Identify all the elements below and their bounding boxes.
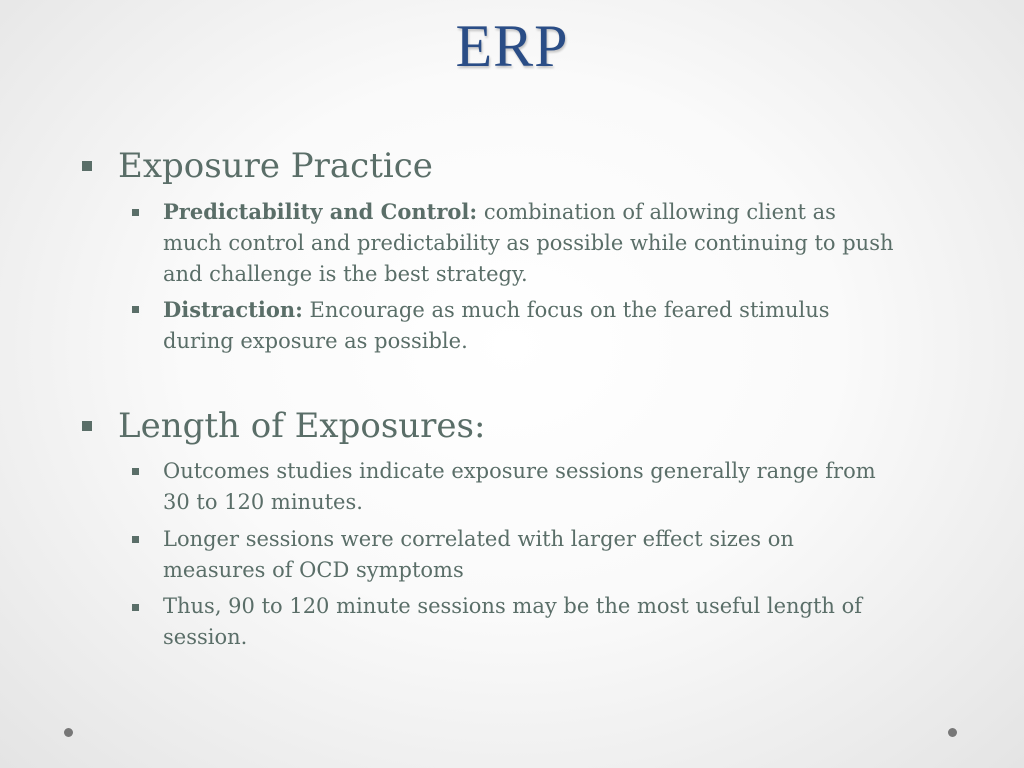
square-bullet-icon: [82, 161, 92, 171]
square-bullet-icon: [132, 209, 139, 216]
slide-title: ERP: [455, 13, 569, 79]
dot-icon: [948, 728, 957, 737]
bullet-text: combination of allowing client as much control and predictability as possible while continuing to push and challenge is the best strategy.: [163, 200, 894, 286]
square-bullet-icon: [132, 468, 139, 475]
bullet-longer-sessions: Longer sessions were correlated with larger effect sizes on measures of OCD symptoms: [163, 527, 794, 582]
bullet-term: Predictability and Control:: [163, 199, 478, 224]
bullet-outcomes-studies: Outcomes studies indicate exposure sessions generally range from 30 to 120 minutes.: [163, 459, 876, 514]
square-bullet-icon: [132, 306, 139, 313]
bullet-text: Encourage as much focus on the feared stimulus during exposure as possible.: [163, 298, 830, 353]
bullet-session-length: Thus, 90 to 120 minute sessions may be the most useful length of session.: [163, 594, 863, 649]
section-heading-exposure-practice: Exposure Practice: [118, 146, 433, 186]
square-bullet-icon: [132, 604, 139, 611]
bullet-distraction: [163, 294, 899, 357]
square-bullet-icon: [132, 536, 139, 543]
square-bullet-icon: [82, 421, 92, 431]
section-heading-length-of-exposures: Length of Exposures:: [118, 406, 486, 446]
bullet-term: Distraction:: [163, 297, 303, 322]
dot-icon: [64, 728, 73, 737]
bullet-predictability-and-control: [163, 196, 899, 290]
